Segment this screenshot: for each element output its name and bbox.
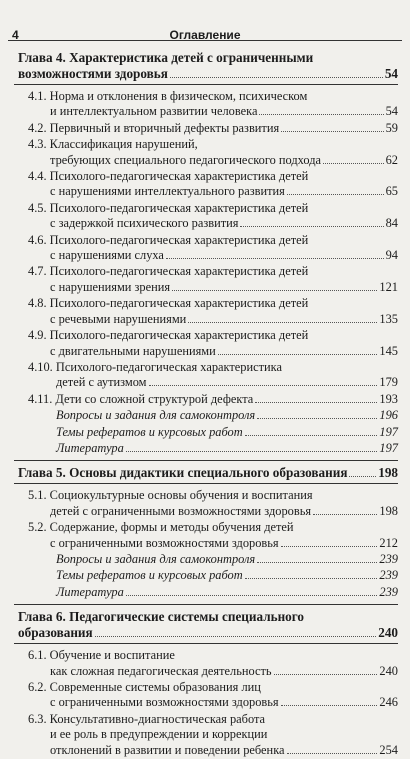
dot-leader: [126, 595, 378, 596]
toc-text: образования: [18, 625, 93, 641]
toc-line: [28, 488, 398, 503]
toc-page-number: 84: [385, 216, 398, 231]
toc-line: [28, 712, 398, 727]
toc-text: 4.4. Психолого-педагогическая характеристика детей: [28, 169, 309, 184]
toc-text: 4.8. Психолого-педагогическая характеристика детей: [28, 296, 309, 311]
toc-entry: [14, 392, 398, 407]
dot-leader: [259, 114, 383, 115]
dot-leader: [281, 131, 383, 132]
toc-line: [56, 425, 398, 440]
toc-text: с нарушениями интеллектуального развития: [50, 184, 285, 199]
dot-leader: [287, 194, 384, 195]
toc-entry: [14, 169, 398, 200]
toc-page-number: 54: [385, 104, 398, 119]
dot-leader: [313, 514, 377, 515]
toc-page-number: 179: [379, 375, 398, 390]
toc-entry: [14, 488, 398, 519]
toc-line: [28, 727, 398, 742]
toc-page-number: 239: [379, 551, 398, 566]
toc-text: Глава 4. Характеристика детей с ограниченными: [18, 50, 314, 65]
dot-leader: [188, 322, 377, 323]
toc-text: с ограниченными возможностями здоровья: [50, 535, 279, 550]
toc-line: [28, 392, 398, 407]
dot-leader: [166, 258, 384, 259]
toc-text: и интеллектуальном развитии человека: [50, 104, 258, 119]
toc-chapter: [14, 463, 398, 484]
toc-page-number: 197: [379, 440, 398, 455]
toc-line: [28, 648, 398, 663]
toc-line: [28, 184, 398, 199]
toc-text: и ее роль в предупреждении и коррекции: [50, 727, 268, 742]
toc-entry: [14, 648, 398, 679]
toc-text: Литература: [56, 440, 124, 455]
toc-entry: [14, 233, 398, 264]
toc-line: [28, 695, 398, 710]
toc-text: Темы рефератов и курсовых работ: [56, 568, 243, 583]
dot-leader: [170, 77, 383, 78]
toc-text: 6.3. Консультативно-диагностическая работа: [28, 711, 266, 726]
toc-page-number: 212: [379, 535, 398, 550]
toc-text: отклонений в развитии и поведении ребенка: [50, 742, 285, 757]
toc-line: [28, 233, 398, 248]
toc-line: [28, 360, 398, 375]
dot-leader: [257, 418, 377, 419]
dot-leader: [172, 290, 377, 291]
chapter-heading: [14, 607, 398, 643]
toc-text: с двигательными нарушениями: [50, 343, 216, 358]
toc-extra: [14, 441, 398, 456]
toc-text: 4.6. Психолого-педагогическая характеристика детей: [28, 232, 309, 247]
dot-leader: [255, 402, 377, 403]
toc-line: [56, 408, 398, 423]
toc-page-number: 246: [379, 695, 398, 710]
dot-leader: [281, 546, 378, 547]
toc-line: [28, 89, 398, 104]
toc-line: [28, 520, 398, 535]
toc-chapter: [14, 607, 398, 644]
toc-line: [28, 280, 398, 295]
toc-entry: [14, 264, 398, 295]
dot-leader: [218, 354, 378, 355]
toc-page-number: 198: [378, 465, 398, 481]
toc-entry: [14, 712, 398, 758]
chapter-separator: [14, 604, 398, 605]
dot-leader: [95, 636, 377, 637]
dot-leader: [323, 163, 384, 164]
toc-page-number: 197: [379, 424, 398, 439]
toc-entry: [14, 360, 398, 391]
toc-page-number: 240: [379, 663, 398, 678]
toc-page-number: 239: [379, 584, 398, 599]
toc-text: 4.10. Психолого-педагогическая характеристика: [28, 359, 283, 374]
toc-entry: [14, 89, 398, 120]
toc-text: 4.11. Дети со сложной структурой дефекта: [28, 391, 254, 406]
toc-text: с нарушениями зрения: [50, 279, 171, 294]
toc-line: [28, 536, 398, 551]
toc-line: [28, 296, 398, 311]
toc-text: 4.1. Норма и отклонения в физическом, психическом: [28, 89, 308, 103]
toc-text: с речевыми нарушениями: [50, 311, 187, 326]
toc-entry: [14, 137, 398, 168]
toc-text: 4.9. Психолого-педагогическая характеристика детей: [28, 328, 309, 343]
toc-text: 6.2. Современные системы образования лиц: [28, 680, 261, 694]
toc-text: 4.3. Классификация нарушений,: [28, 137, 198, 152]
toc-page-number: 240: [378, 625, 398, 641]
toc-page-number: 65: [385, 184, 398, 199]
toc-text: с задержкой психического развития: [50, 216, 239, 231]
toc-page-number: 135: [379, 311, 398, 326]
toc-line: [18, 66, 398, 82]
toc-entry: [14, 201, 398, 232]
toc-text: возможностями здоровья: [18, 66, 168, 81]
toc-line: [56, 441, 398, 456]
toc-line: [28, 137, 398, 152]
toc-line: [56, 552, 398, 567]
toc-page-number: 196: [379, 408, 398, 423]
dot-leader: [257, 562, 377, 563]
toc-page-number: 254: [379, 742, 398, 757]
toc-text: Глава 6. Педагогические системы специального: [18, 609, 305, 625]
toc-line: [28, 104, 398, 119]
chapter-separator: [14, 460, 398, 461]
toc-line: [28, 312, 398, 327]
toc-line: [28, 664, 398, 679]
toc-line: [18, 50, 398, 66]
toc-text: 6.1. Обучение и воспитание: [28, 648, 175, 663]
toc-text: Вопросы и задания для самоконтроля: [56, 408, 256, 423]
toc-entry: [14, 328, 398, 359]
dot-leader: [245, 435, 378, 436]
toc-text: детей с ограниченными возможностями здоровья: [50, 503, 312, 518]
toc-text: 4.5. Психолого-педагогическая характеристика детей: [28, 200, 309, 215]
toc-page-number: 94: [385, 248, 398, 263]
toc-text: как сложная педагогическая деятельность: [50, 663, 272, 678]
toc-text: Глава 5. Основы дидактики специального образования: [18, 465, 348, 481]
toc-line: [28, 375, 398, 390]
chapter-heading: [14, 463, 398, 483]
toc-line: [28, 264, 398, 279]
toc-chapter: [14, 48, 398, 85]
toc-line: [18, 465, 398, 481]
toc-line: [28, 169, 398, 184]
toc-extra: [14, 408, 398, 423]
toc-line: [28, 216, 398, 231]
toc-page-number: 193: [379, 391, 398, 406]
toc-entry: [14, 296, 398, 327]
running-title: Оглавление: [169, 28, 241, 42]
toc-line: [28, 743, 398, 758]
toc-text: Вопросы и задания для самоконтроля: [56, 551, 256, 566]
toc-page-number: 239: [379, 568, 398, 583]
toc-extra: [14, 585, 398, 600]
toc-page-number: 54: [384, 66, 398, 81]
chapter-heading: [14, 48, 398, 84]
toc-line: [18, 609, 398, 625]
toc-text: с нарушениями слуха: [50, 248, 164, 263]
dot-leader: [245, 578, 378, 579]
toc-entry: [14, 121, 398, 136]
dot-leader: [281, 705, 378, 706]
toc-text: детей с аутизмом: [56, 375, 147, 390]
dot-leader: [349, 476, 376, 477]
toc-page-number: 59: [385, 120, 398, 135]
toc-entry: [14, 520, 398, 551]
toc-text: 5.2. Содержание, формы и методы обучения детей: [28, 520, 294, 535]
toc-line: [28, 328, 398, 343]
toc-text: требующих специального педагогического подхода: [50, 152, 322, 167]
toc-line: [56, 585, 398, 600]
toc-line: [28, 344, 398, 359]
toc-text: 4.7. Психолого-педагогическая характеристика детей: [28, 264, 309, 279]
toc-line: [56, 568, 398, 583]
page-number: 4: [12, 28, 19, 42]
toc-entry: [14, 680, 398, 711]
table-of-contents: [14, 48, 398, 759]
toc-line: [28, 504, 398, 519]
dot-leader: [126, 451, 378, 452]
toc-page-number: 121: [379, 279, 398, 294]
dot-leader: [274, 674, 378, 675]
toc-page-number: 145: [379, 343, 398, 358]
dot-leader: [287, 753, 378, 754]
toc-text: с ограниченными возможностями здоровья: [50, 695, 279, 710]
dot-leader: [240, 226, 383, 227]
dot-leader: [149, 385, 378, 386]
toc-line: [28, 121, 398, 136]
toc-line: [28, 153, 398, 168]
toc-line: [28, 201, 398, 216]
toc-extra: [14, 425, 398, 440]
toc-page-number: 62: [385, 152, 398, 167]
toc-line: [28, 248, 398, 263]
toc-line: [28, 680, 398, 695]
page-header: [8, 10, 402, 41]
toc-text: 5.1. Социокультурные основы обучения и воспитания: [28, 488, 313, 503]
toc-extra: [14, 568, 398, 583]
toc-extra: [14, 552, 398, 567]
toc-text: 4.2. Первичный и вторичный дефекты развития: [28, 120, 280, 135]
toc-text: Темы рефератов и курсовых работ: [56, 424, 243, 439]
toc-line: [18, 625, 398, 641]
toc-text: Литература: [56, 584, 124, 599]
toc-page-number: 198: [379, 503, 398, 518]
